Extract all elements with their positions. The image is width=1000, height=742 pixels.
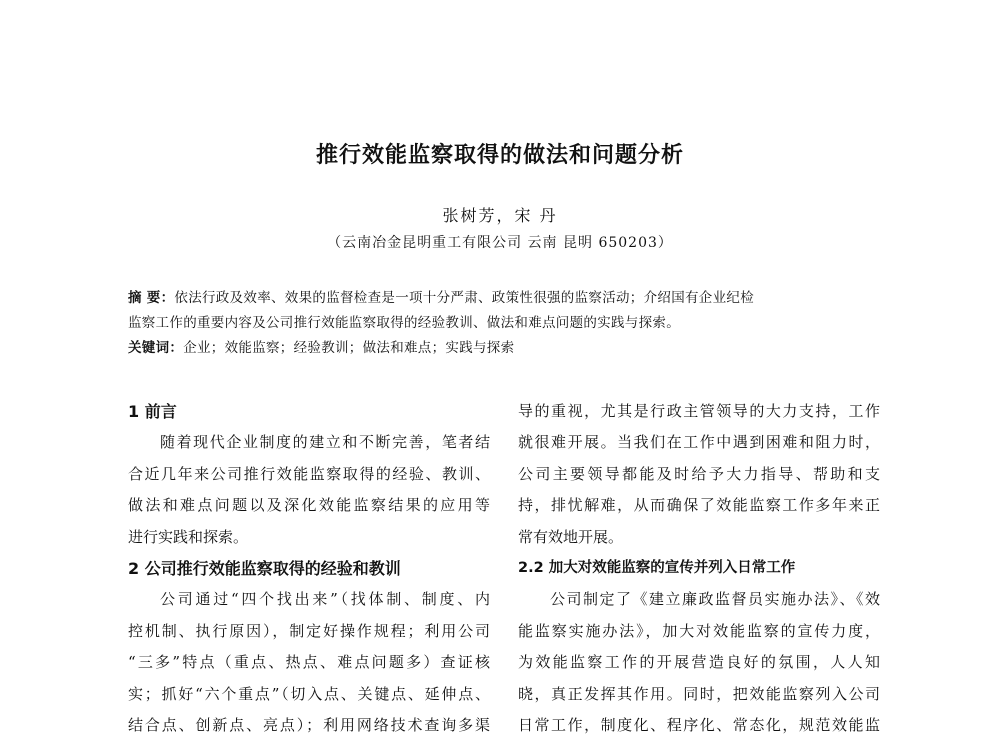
body-line: 随着现代企业制度的建立和不断完善，笔者结 [160,433,490,452]
keywords-text: 企业；效能监察；经验教训；做法和难点；实践与探索 [183,340,515,356]
paper-authors: 张树芳，宋 丹 [442,206,558,225]
body-line: 日常工作，制度化、程序化、常态化，规范效能监 [518,715,880,734]
abstract-text-2: 监察工作的重要内容及公司推行效能监察取得的经验教训、做法和难点问题的实践与探索。 [128,315,680,331]
section-heading-experience: 2 公司推行效能监察取得的经验和教训 [128,558,401,578]
section-heading-intro: 1 前言 [128,402,177,421]
body-line: 结合点、创新点、亮点）；利用网络技术查询多渠 [128,715,490,734]
body-line: 常有效地开展。 [518,527,624,546]
paper-affiliation: （云南冶金昆明重工有限公司 云南 昆明 650203） [327,235,673,251]
body-line: 导的重视，尤其是行政主管领导的大力支持，工作 [518,402,880,420]
body-line: 合近几年来公司推行效能监察取得的经验、教训、 [128,464,490,483]
body-line: “三多”特点（重点、热点、难点问题多）查证核 [128,653,490,672]
body-line: 公司主要领导都能及时给予大力指导、帮助和支 [518,464,880,483]
abstract-label: 摘 要： [128,290,175,306]
abstract-text-1: 依法行政及效率、效果的监督检查是一项十分严肃、政策性很强的监察活动；介绍国有企业纪检 [174,290,755,306]
body-line: 为效能监察工作的开展营造良好的氛围，人人知 [518,653,880,672]
subsection-heading-publicity: 2.2 加大对效能监察的宣传并列入日常工作 [518,559,796,576]
body-line: 公司制定了《建立廉政监督员实施办法》、《效 [550,590,880,609]
body-line: 控机制、执行原因），制定好操作规程；利用公司 [128,621,490,640]
keywords-line [128,336,888,356]
paper-title: 推行效能监察取得的做法和问题分析 [315,143,684,168]
keywords-label: 关键词： [128,340,184,356]
body-line: 晓，真正发挥其作用。同时，把效能监察列入公司 [518,684,880,703]
body-line: 就很难开展。当我们在工作中遇到困难和阻力时， [518,433,880,452]
body-line: 实；抓好“六个重点”（切入点、关键点、延伸点、 [128,684,490,703]
body-line: 能监察实施办法》，加大对效能监察的宣传力度， [518,621,880,640]
body-line: 公司通过“四个找出来”（找体制、制度、内 [160,590,490,609]
abstract-line-2 [128,311,888,331]
body-line: 做法和难点问题以及深化效能监察结果的应用等 [128,496,490,515]
body-line: 进行实践和探索。 [128,527,249,546]
abstract-line-1 [128,286,888,306]
right-column [518,396,880,741]
left-column [128,396,490,741]
body-line: 持，排忧解难，从而确保了效能监察工作多年来正 [518,496,880,515]
